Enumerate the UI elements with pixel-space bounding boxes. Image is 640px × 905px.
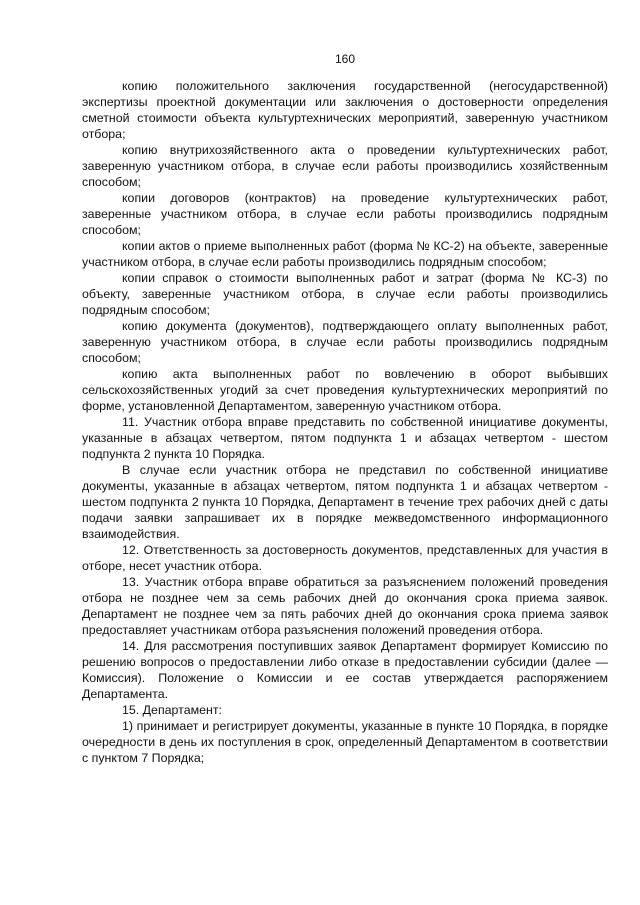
paragraph-ks3-certificates-copy: копии справок о стоимости выполненных работ и затрат (форма № КС-3) по объекту, заверенные участником отбора, в случае если работы производились подрядным способом; (82, 271, 608, 317)
paragraph-item-11: 11. Участник отбора вправе представить по собственной инициативе документы, указанные в абзацах четвертом, пятом подпункта 1 и абзацах четвертом - шестом подпункта 2 пункта 10 Порядка. (82, 415, 608, 461)
page-number: 160 (334, 52, 356, 66)
paragraph-internal-act-copy: копию внутрихозяйственного акта о проведении культуртехнических работ, заверенную участником отбора, в случае если работы производились хозяйственным способом; (82, 143, 608, 189)
paragraph-payment-document-copy: копию документа (документов), подтверждающего оплату выполненных работ, заверенную участником отбора, в случае если работы производились подрядным способом; (82, 319, 608, 365)
document-page (82, 0, 608, 766)
paragraph-expertise-copy: копию положительного заключения государственной (негосударственной) экспертизы проектной документации или заключения о достоверности определения сметной стоимости объекта культуртехнических мероприятий, заверенную участником отбора; (82, 79, 608, 141)
paragraph-item-15-subitem-1: 1) принимает и регистрирует документы, указанные в пункте 10 Порядка, в порядке очередности в день их поступления в срок, определенный Департаментом в соответствии с пунктом 7 Порядка; (82, 719, 608, 765)
paragraph-item-13: 13. Участник отбора вправе обратиться за разъяснением положений проведения отбора не позднее чем за семь рабочих дней до окончания срока приема заявок. Департамент не позднее чем за пять рабочих дней до окончания срока приема заявок предоставляет участникам отбора разъяснения положений проведения отбора. (82, 575, 608, 637)
paragraph-item-15: 15. Департамент: (122, 703, 222, 717)
paragraph-item-12: 12. Ответственность за достоверность документов, представленных для участия в отборе, несет участник отбора. (82, 543, 608, 573)
paragraph-item-14: 14. Для рассмотрения поступивших заявок Департамент формирует Комиссию по решению вопросов о предоставлении либо отказе в предоставлении субсидии (далее — Комиссия). Положение о Комиссии и ее состав утверждается распоряжением Департамента. (82, 639, 608, 701)
paragraph-item-11-interagency: В случае если участник отбора не представил по собственной инициативе документы, указанные в абзацах четвертом, пятом подпункта 1 и абзацах четвертом - шестом подпункта 2 пункта 10 Порядка, Департамент в течение трех рабочих дней с даты подачи заявки запрашивает их в порядке межведомственного информационного взаимодействия. (82, 463, 608, 541)
paragraph-completed-works-act-copy: копию акта выполненных работ по вовлечению в оборот выбывших сельскохозяйственных угодий за счет проведения культуртехнических мероприятий по форме, установленной Департаментом, заверенную участником отбора. (82, 367, 608, 413)
paragraph-ks2-acts-copy: копии актов о приеме выполненных работ (форма № КС-2) на объекте, заверенные участником отбора, в случае если работы производились подрядным способом; (82, 239, 608, 269)
paragraph-contracts-copy: копии договоров (контрактов) на проведение культуртехнических работ, заверенные участником отбора, в случае если работы производились подрядным способом; (82, 191, 608, 237)
